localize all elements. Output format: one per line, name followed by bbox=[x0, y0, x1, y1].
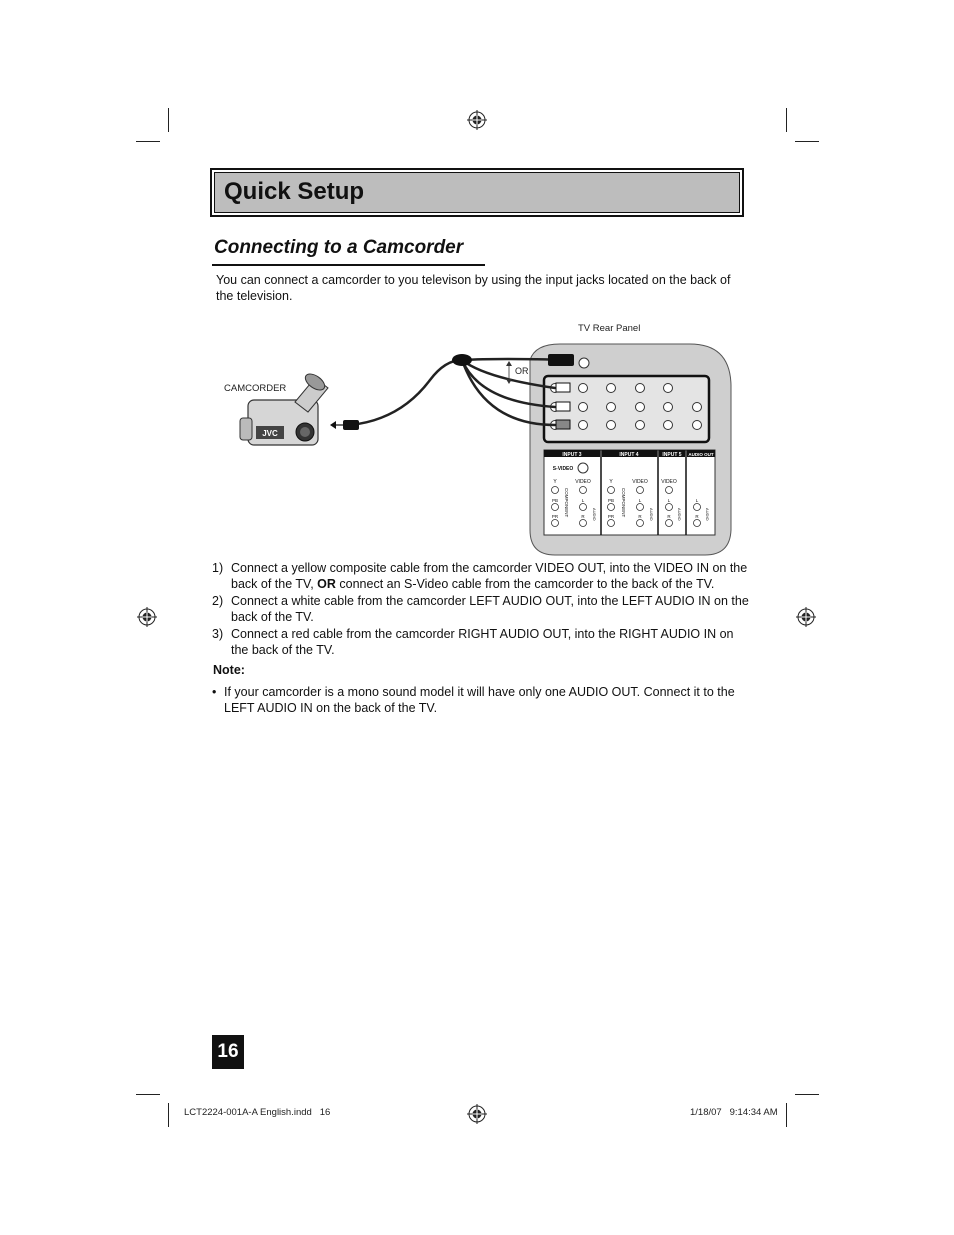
crop-mark bbox=[136, 141, 160, 142]
footer-date: 1/18/07 9:14:34 AM bbox=[690, 1107, 778, 1118]
l-label: L bbox=[638, 498, 642, 503]
section-rule bbox=[212, 264, 485, 266]
step-text: Connect a yellow composite cable from the camcorder VIDEO OUT, into the VIDEO IN on the back of the TV, OR connect an S-Video cable from the camcorder to the back of the TV. bbox=[231, 561, 748, 591]
step-number: 1) bbox=[212, 561, 224, 575]
r-label: R bbox=[667, 514, 671, 519]
pr-label: PR bbox=[607, 514, 615, 519]
video-label: VIDEO bbox=[575, 479, 591, 485]
crop-mark bbox=[786, 108, 787, 132]
registration-mark-icon bbox=[467, 1104, 487, 1124]
step-text: Connect a red cable from the camcorder RIGHT AUDIO OUT, into the RIGHT AUDIO IN on the back of the TV. bbox=[231, 627, 734, 657]
audio-label: AUDIO bbox=[592, 508, 597, 521]
camcorder-brand: JVC bbox=[262, 429, 278, 438]
step-number: 3) bbox=[212, 627, 224, 641]
crop-mark bbox=[136, 1094, 160, 1095]
component-label: COMPONENT bbox=[564, 488, 569, 518]
l-label: L bbox=[667, 498, 671, 503]
note-label: Note: bbox=[213, 663, 245, 677]
y-label: Y bbox=[609, 479, 613, 485]
audio-label: AUDIO bbox=[649, 508, 654, 521]
footer-file: LCT2224-001A-A English.indd 16 bbox=[184, 1107, 331, 1118]
step-text: Connect a white cable from the camcorder LEFT AUDIO OUT, into the LEFT AUDIO IN on the back of the TV. bbox=[231, 594, 749, 624]
audio-label: AUDIO bbox=[677, 508, 682, 521]
pb-label: PB bbox=[607, 498, 615, 503]
note-text: If your camcorder is a mono sound model it will have only one AUDIO OUT. Connect it to the LEFT AUDIO IN on the back of the TV. bbox=[224, 685, 735, 715]
page-title: Quick Setup bbox=[224, 178, 365, 205]
bullet-icon: • bbox=[212, 685, 217, 699]
crop-mark bbox=[795, 141, 819, 142]
video-label: VIDEO bbox=[661, 479, 677, 485]
camcorder-icon bbox=[240, 371, 328, 445]
page-number: 16 bbox=[212, 1035, 244, 1069]
step-number: 2) bbox=[212, 594, 224, 608]
registration-mark-icon bbox=[467, 110, 487, 130]
r-label: R bbox=[581, 514, 585, 519]
video-label: VIDEO bbox=[632, 479, 648, 485]
connection-diagram bbox=[200, 330, 740, 560]
input4-label: INPUT 4 bbox=[619, 452, 639, 458]
pr-label: PR bbox=[551, 514, 559, 519]
audio-out-label: AUDIO OUT bbox=[688, 452, 714, 457]
svideo-label: S-VIDEO bbox=[552, 466, 574, 472]
audio-label: AUDIO bbox=[705, 508, 710, 521]
input3-label: INPUT 3 bbox=[562, 452, 582, 458]
camcorder-label: CAMCORDER bbox=[224, 383, 287, 394]
y-label: Y bbox=[553, 479, 557, 485]
page-header bbox=[210, 168, 744, 217]
component-label: COMPONENT bbox=[621, 488, 626, 518]
registration-mark-icon bbox=[137, 607, 157, 627]
l-label: L bbox=[695, 498, 699, 503]
intro-paragraph: You can connect a camcorder to you televison by using the input jacks located on the back of the television. bbox=[216, 273, 731, 303]
tv-rear-panel-label: TV Rear Panel bbox=[578, 323, 641, 334]
section-title: Connecting to a Camcorder bbox=[214, 237, 464, 258]
or-label: OR bbox=[515, 366, 529, 376]
r-label: R bbox=[638, 514, 642, 519]
pb-label: PB bbox=[551, 498, 559, 503]
registration-mark-icon bbox=[796, 607, 816, 627]
crop-mark bbox=[168, 108, 169, 132]
crop-mark bbox=[786, 1103, 787, 1127]
svideo-jack-icon bbox=[579, 358, 589, 368]
crop-mark bbox=[168, 1103, 169, 1127]
input5-label: INPUT 5 bbox=[662, 452, 682, 458]
l-label: L bbox=[581, 498, 585, 503]
r-label: R bbox=[695, 514, 699, 519]
crop-mark bbox=[795, 1094, 819, 1095]
